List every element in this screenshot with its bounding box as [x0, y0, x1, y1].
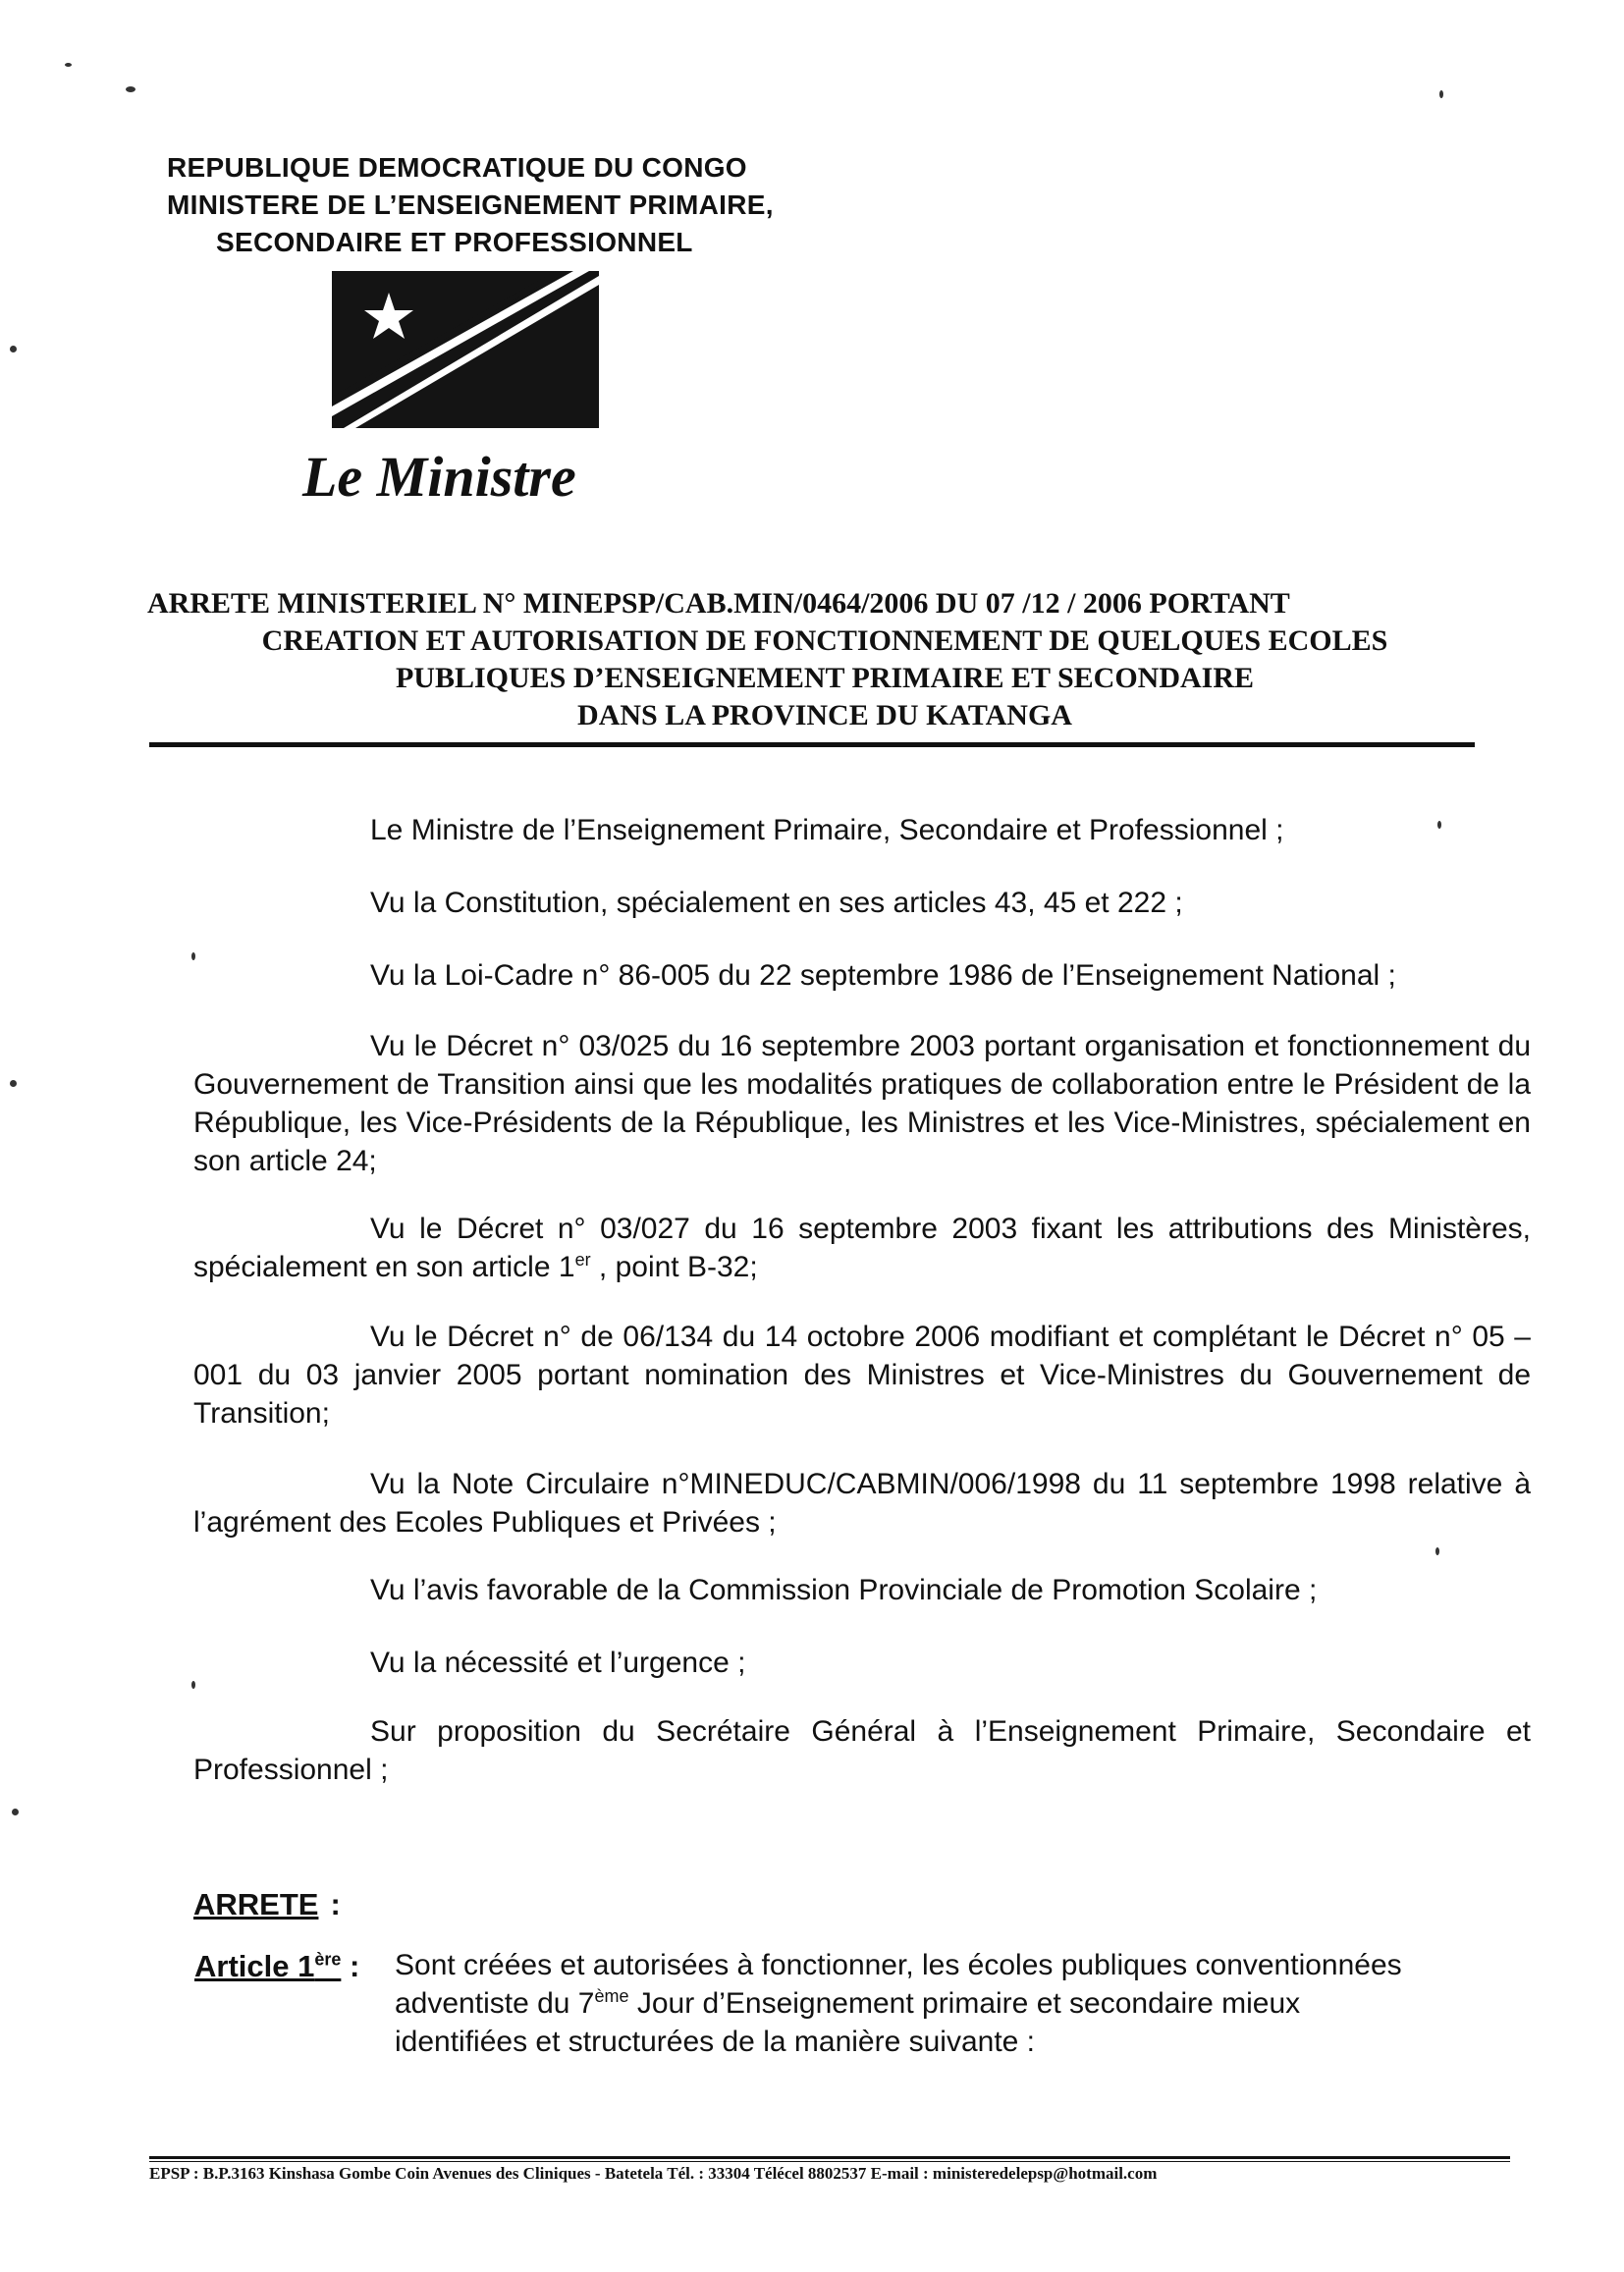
decret-027-sup: er	[574, 1250, 591, 1270]
preamble-constitution: Vu la Constitution, spécialement en ses articles 43, 45 et 222 ;	[370, 887, 1183, 919]
article-1-text-a: Sont créées et autorisées à fonctionner, les écoles publiques conventionnées adventiste du 7	[395, 1949, 1402, 2020]
scan-speck	[12, 1809, 19, 1815]
letterhead-ministry: MINISTERE DE L’ENSEIGNEMENT PRIMAIRE,	[167, 189, 774, 220]
arrete-colon: :	[330, 1887, 341, 1921]
scan-speck	[191, 952, 195, 960]
preamble-avis: Vu l’avis favorable de la Commission Provinciale de Promotion Scolaire ;	[370, 1574, 1318, 1606]
letterhead-ministry-cont: SECONDAIRE ET PROFESSIONNEL	[216, 227, 693, 257]
decree-title	[137, 585, 1512, 734]
article-1-colon: :	[350, 1949, 360, 1983]
article-1-text-b: Jour d’Enseignement primaire et secondaire mieux identifiées et structurées de la manière suivante :	[395, 1987, 1301, 2058]
decret-027-text: Vu le Décret n° 03/027 du 16 septembre 2003 fixant les attributions des Ministères, spécialement en son article 1	[193, 1213, 1531, 1283]
article-1-label-text: Article 1	[194, 1949, 315, 1983]
preamble-minister: Le Ministre de l’Enseignement Primaire, Secondaire et Professionnel ;	[370, 814, 1284, 846]
preamble-decret-134: Vu le Décret n° de 06/134 du 14 octobre 2006 modifiant et complétant le Décret n° 05 – 001 du 03 janvier 2005 portant nomination des Ministres et Vice-Ministres du Gouvernement de Transition;	[193, 1321, 1531, 1430]
decree-title-line1: ARRETE MINISTERIEL N° MINEPSP/CAB.MIN/0464/2006 DU 07 /12 / 2006 PORTANT	[147, 587, 1290, 620]
arrete-label: ARRETE	[193, 1887, 319, 1921]
decree-title-line2: CREATION ET AUTORISATION DE FONCTIONNEMENT DE QUELQUES ECOLES	[261, 624, 1388, 657]
scan-speck	[10, 346, 17, 352]
scan-speck	[191, 1681, 195, 1689]
scan-speck	[65, 63, 72, 67]
preamble-proposition: Sur proposition du Secrétaire Général à l’Enseignement Primaire, Secondaire et Professionnel ;	[193, 1715, 1531, 1786]
preamble-necessite: Vu la nécessité et l’urgence ;	[370, 1647, 746, 1679]
scan-speck	[10, 1080, 17, 1087]
article-1-text	[395, 1946, 1416, 2061]
drc-flag-emblem	[332, 271, 599, 428]
article-1-text-sup: ème	[594, 1986, 629, 2006]
arrete-heading	[193, 1887, 341, 1922]
article-1-label-sup: ère	[314, 1949, 342, 1970]
scan-speck	[1437, 821, 1441, 829]
article-1-label	[194, 1949, 359, 1984]
scan-speck	[1435, 1547, 1439, 1555]
decret-027-text-end: , point B-32;	[590, 1251, 758, 1283]
footer-rule	[149, 2156, 1510, 2159]
letterhead-country: REPUBLIQUE DEMOCRATIQUE DU CONGO	[167, 152, 747, 183]
minister-title: Le Ministre	[302, 445, 576, 509]
letterhead	[167, 149, 774, 261]
preamble-loi-cadre: Vu la Loi-Cadre n° 86-005 du 22 septembre 1986 de l’Enseignement National ;	[370, 959, 1396, 992]
decree-title-line3: PUBLIQUES D’ENSEIGNEMENT PRIMAIRE ET SECONDAIRE	[395, 662, 1255, 694]
footer-contact: EPSP : B.P.3163 Kinshasa Gombe Coin Avenues des Cliniques - Batetela Tél. : 33304 Télécel 8802537 E-mail : ministeredelepsp@hotmail.com	[149, 2164, 1158, 2183]
scan-speck	[126, 86, 135, 92]
title-divider	[149, 742, 1475, 747]
scan-speck	[1439, 90, 1443, 98]
preamble-decret-025: Vu le Décret n° 03/025 du 16 septembre 2003 portant organisation et fonctionnement du Gouvernement de Transition ainsi que les modalités pratiques de collaboration entre le Président de la République, les Vice-Présidents de la République, les Ministres et les Vice-Ministres, spécialement en son article 24;	[193, 1030, 1531, 1177]
preamble-decret-027	[193, 1210, 1531, 1286]
footer-rule-thin	[149, 2161, 1510, 2162]
preamble-note-circulaire: Vu la Note Circulaire n°MINEDUC/CABMIN/006/1998 du 11 septembre 1998 relative à l’agrément des Ecoles Publiques et Privées ;	[193, 1468, 1531, 1539]
decree-title-line4: DANS LA PROVINCE DU KATANGA	[577, 699, 1072, 731]
